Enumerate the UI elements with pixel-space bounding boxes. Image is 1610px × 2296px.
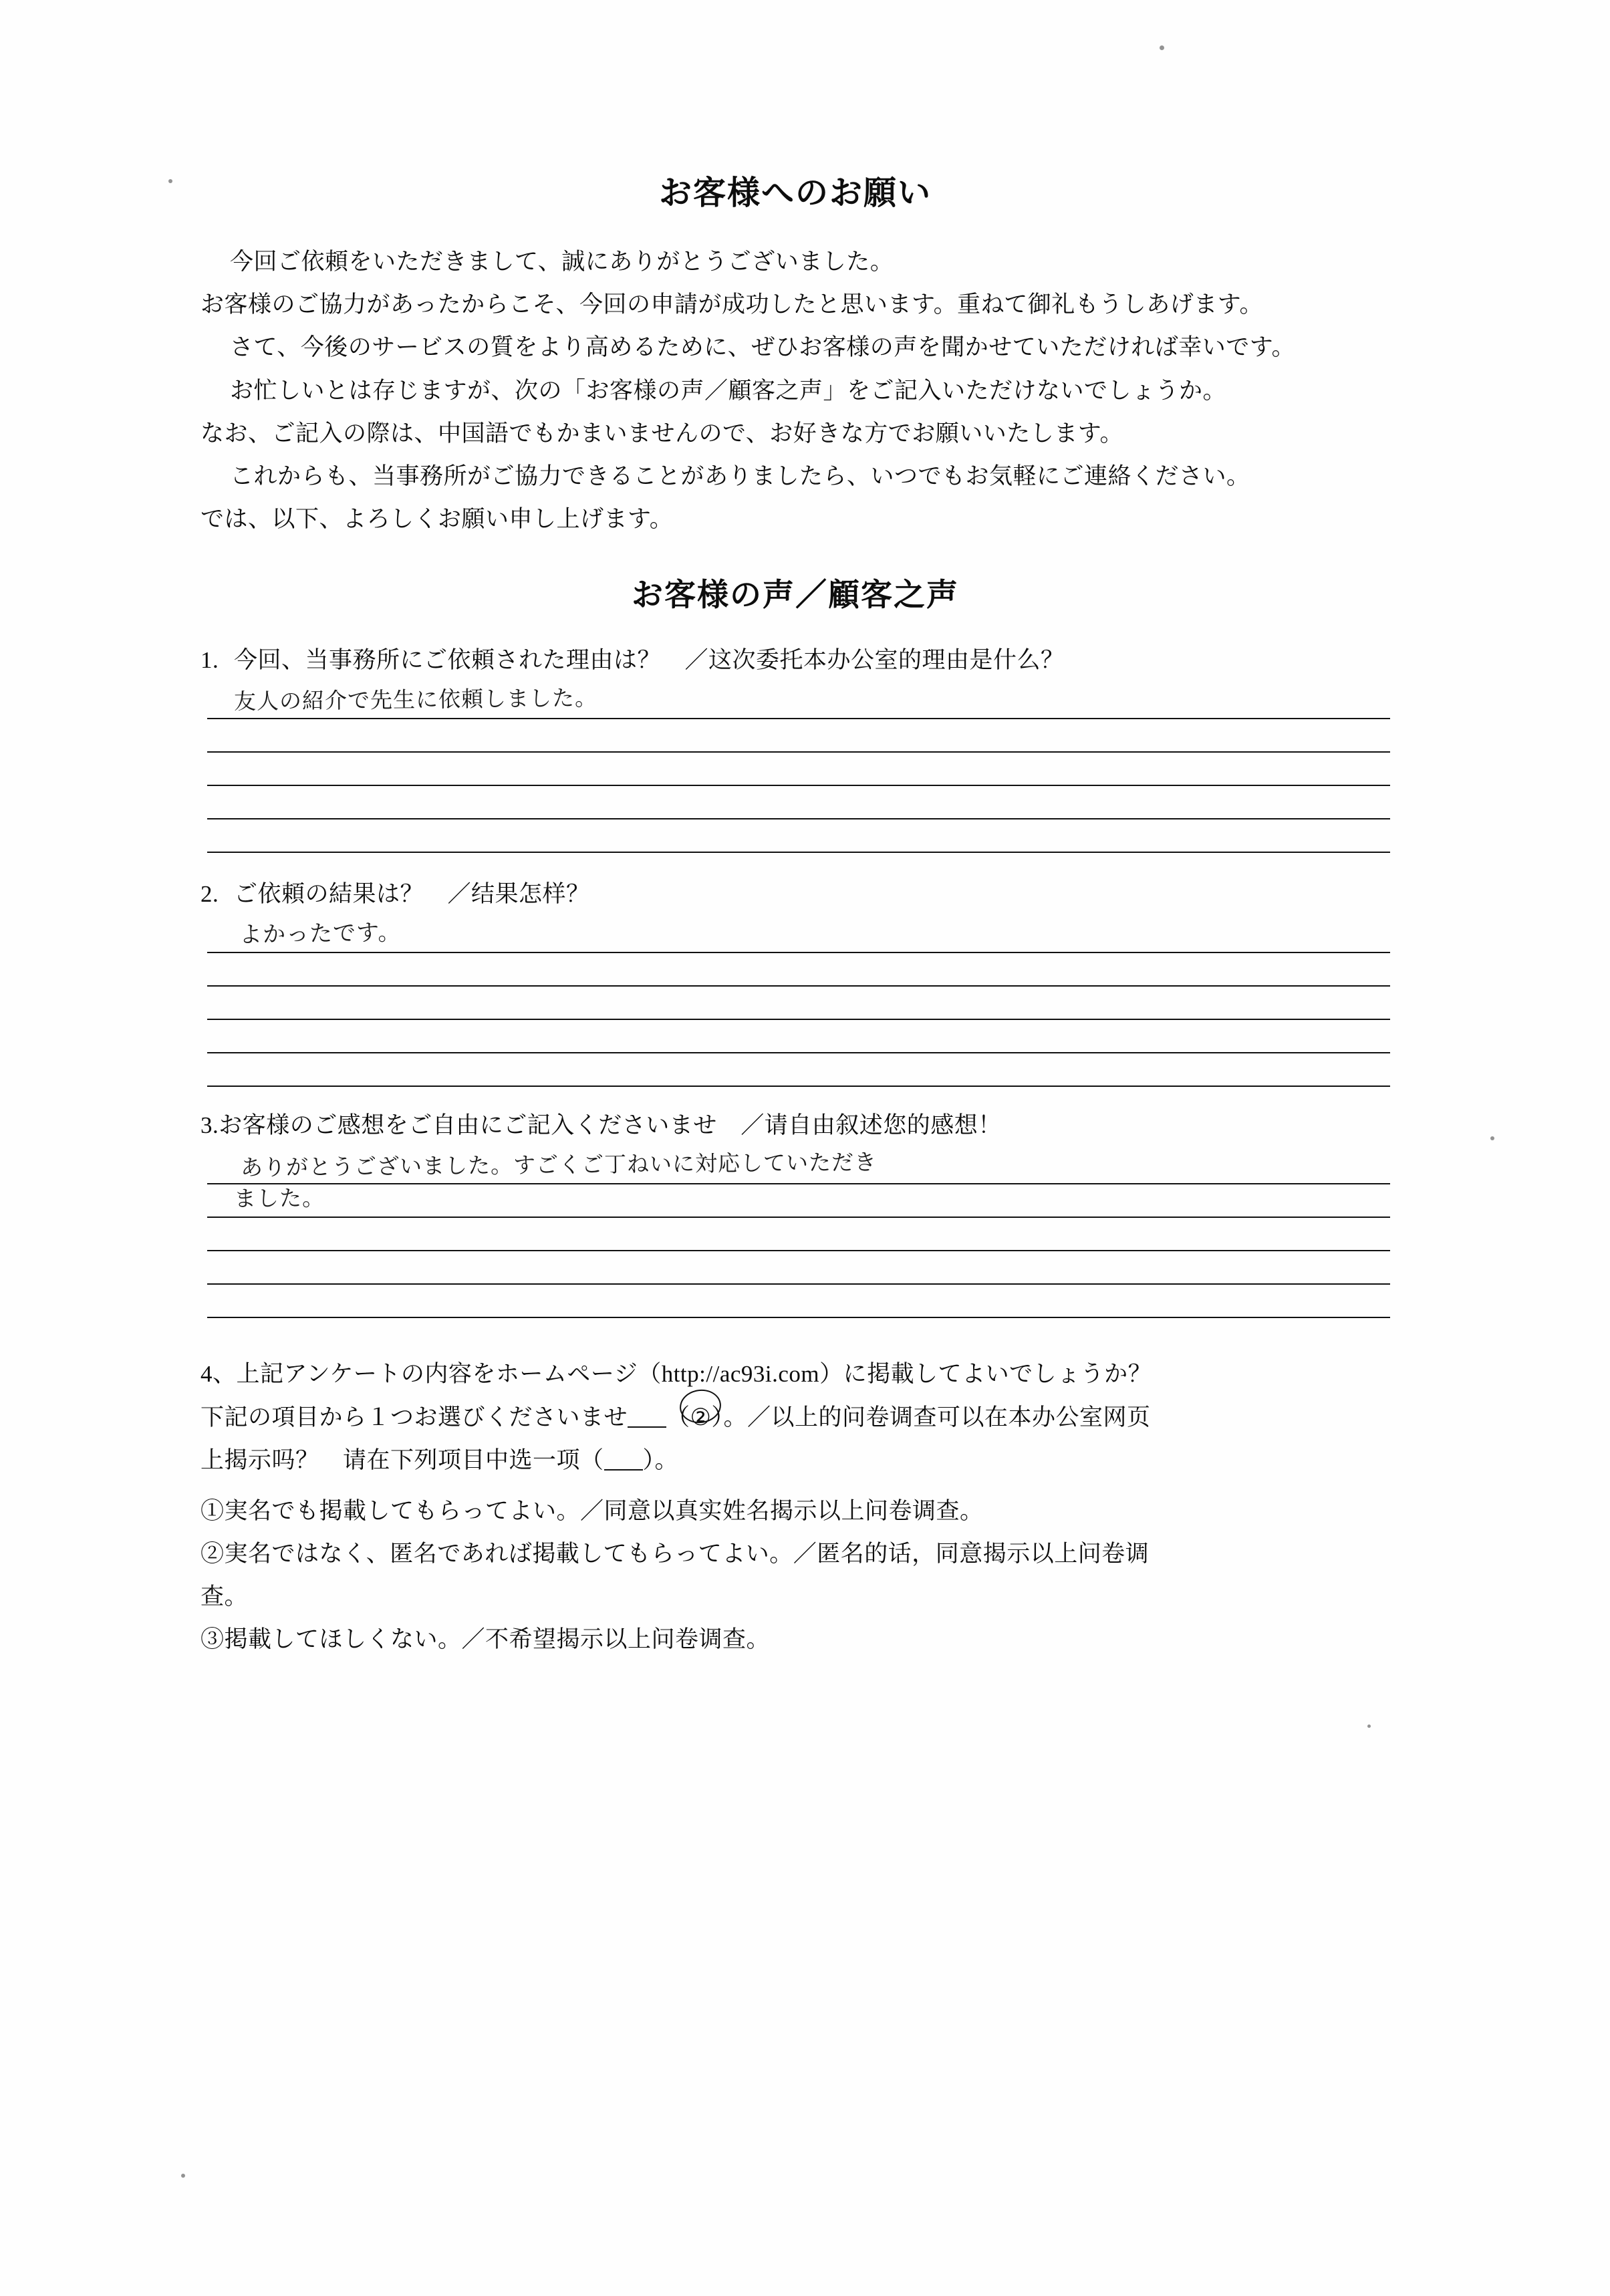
question-2-number: 2. xyxy=(200,881,219,908)
intro-paragraph-7: では、以下、よろしくお願い申し上げます。 xyxy=(200,506,674,533)
question-3-label xyxy=(200,1107,1390,1144)
intro-paragraph-4: お忙しいとは存じますが、次の「お客様の声／顧客之声」をご記入いただけないでしょうか。 xyxy=(230,377,1227,404)
question-4-text-post: ）に掲載してよいでしょうか？ xyxy=(819,1361,1152,1388)
answer-area-3[interactable] xyxy=(200,1151,1390,1318)
selected-option-mark[interactable] xyxy=(690,1398,712,1438)
homepage-url: http://ac93i.com xyxy=(661,1361,820,1388)
answer-area-2[interactable] xyxy=(200,920,1390,1087)
answer-line[interactable] xyxy=(207,719,1390,753)
question-4-line3-pre: 上揭示吗？ 请在下列项目中选一项 xyxy=(200,1446,581,1473)
answer-line[interactable] xyxy=(207,1218,1390,1251)
handwritten-answer-1-line-1: 友人の紹介で先生に依頼しました。 xyxy=(233,684,598,715)
section-title: お客様の声／顧客之声 xyxy=(632,577,959,614)
page-title: お客様へのお願い xyxy=(658,173,932,212)
answer-line[interactable] xyxy=(207,1151,1390,1184)
scan-speck xyxy=(168,179,172,183)
question-4-text-pre: 4、上記アンケートの内容をホームページ（ xyxy=(200,1361,662,1388)
answer-underline-cn[interactable] xyxy=(604,1469,643,1471)
intro-paragraph-3: さて、今後のサービスの質をより高めるために、ぜひお客様の声を聞かせていただければ幸いです。 xyxy=(230,334,1296,361)
answer-line[interactable] xyxy=(207,953,1390,987)
answer-line[interactable] xyxy=(207,987,1390,1020)
question-4-line-2: 下記の項目から１つお選びくださいませ （ ②）。／以上的问卷调查可以在本办公室网页 xyxy=(200,1398,1390,1438)
question-block-3 xyxy=(200,1107,1390,1318)
question-1-text: 今回、当事務所にご依頼された理由は？ ／这次委托本办公室的理由是什么？ xyxy=(234,647,1065,674)
answer-line[interactable] xyxy=(207,686,1390,719)
answer-line[interactable] xyxy=(207,819,1390,853)
question-3-text: お客様のご感想をご自由にご記入くださいませ ／请自由叙述您的感想！ xyxy=(219,1112,1002,1139)
answer-line[interactable] xyxy=(207,1020,1390,1053)
question-1-number: 1. xyxy=(200,647,219,674)
intro-paragraph-6: これからも、当事務所がご協力できることがありましたら、いつでもお気軽にご連絡ください。 xyxy=(230,463,1250,489)
question-4-line-1 xyxy=(200,1354,1390,1394)
answer-area-1[interactable] xyxy=(200,686,1390,853)
intro-paragraph-1: 今回ご依頼をいただきまして、誠にありがとうございました。 xyxy=(230,249,894,275)
answer-line[interactable] xyxy=(207,753,1390,786)
answer-line[interactable] xyxy=(207,1053,1390,1087)
question-4-line2-pre: 下記の項目から１つお選びくださいませ xyxy=(200,1404,628,1430)
option-item-1[interactable]: ①実名でも掲載してもらってよい。／同意以真实姓名揭示以上问卷调查。 xyxy=(200,1497,984,1524)
question-block-1 xyxy=(200,642,1390,853)
option-item-3[interactable]: ③掲載してほしくない。／不希望揭示以上问卷调查。 xyxy=(200,1626,771,1653)
answer-line[interactable] xyxy=(207,920,1390,953)
option-list xyxy=(200,1491,1390,1660)
option-item-2-cont: 查。 xyxy=(200,1583,249,1610)
question-2-text: ご依頼の結果は？ ／结果怎样？ xyxy=(234,881,590,908)
handwritten-answer-3-line-2: ました。 xyxy=(233,1184,325,1212)
question-4-line-3: 上揭示吗？ 请在下列项目中选一项（ ）。 xyxy=(200,1446,679,1473)
answer-line[interactable] xyxy=(207,1184,1390,1218)
option-item-2[interactable]: ②実名ではなく、匿名であれば掲載してもらってよい。／匿名的话，同意揭示以上问卷调 xyxy=(200,1541,1150,1567)
answer-line[interactable] xyxy=(207,1285,1390,1318)
scan-speck xyxy=(1160,45,1164,50)
question-block-4 xyxy=(200,1354,1390,1660)
scan-speck xyxy=(181,2174,185,2178)
answer-line[interactable] xyxy=(207,786,1390,819)
selected-option-number: ② xyxy=(690,1404,712,1431)
handwritten-answer-3-line-1: ありがとうございました。すごくご丁ねいに対応していただき xyxy=(240,1149,878,1181)
intro-paragraph-5: なお、ご記入の際は、中国語でもかまいませんので、お好きな方でお願いいたします。 xyxy=(200,420,1124,447)
answer-underline[interactable] xyxy=(628,1426,666,1428)
question-2-label xyxy=(200,876,1390,913)
question-4-line3-post: 。 xyxy=(654,1446,679,1473)
question-4-line2-post: 。／以上的问卷调查可以在本办公室网页 xyxy=(723,1404,1151,1430)
document-content xyxy=(200,167,1390,1663)
question-block-2 xyxy=(200,876,1390,1087)
scan-speck xyxy=(1490,1136,1494,1140)
scan-speck xyxy=(1367,1725,1371,1728)
question-3-number: 3. xyxy=(200,1112,219,1139)
answer-line[interactable] xyxy=(207,1251,1390,1285)
handwritten-answer-2-line-1: よかったです。 xyxy=(239,919,402,949)
intro-paragraph-2: お客様のご協力があったからこそ、今回の申請が成功したと思います。重ねて御礼もうしあげます。 xyxy=(200,291,1263,318)
question-1-label xyxy=(200,642,1390,679)
